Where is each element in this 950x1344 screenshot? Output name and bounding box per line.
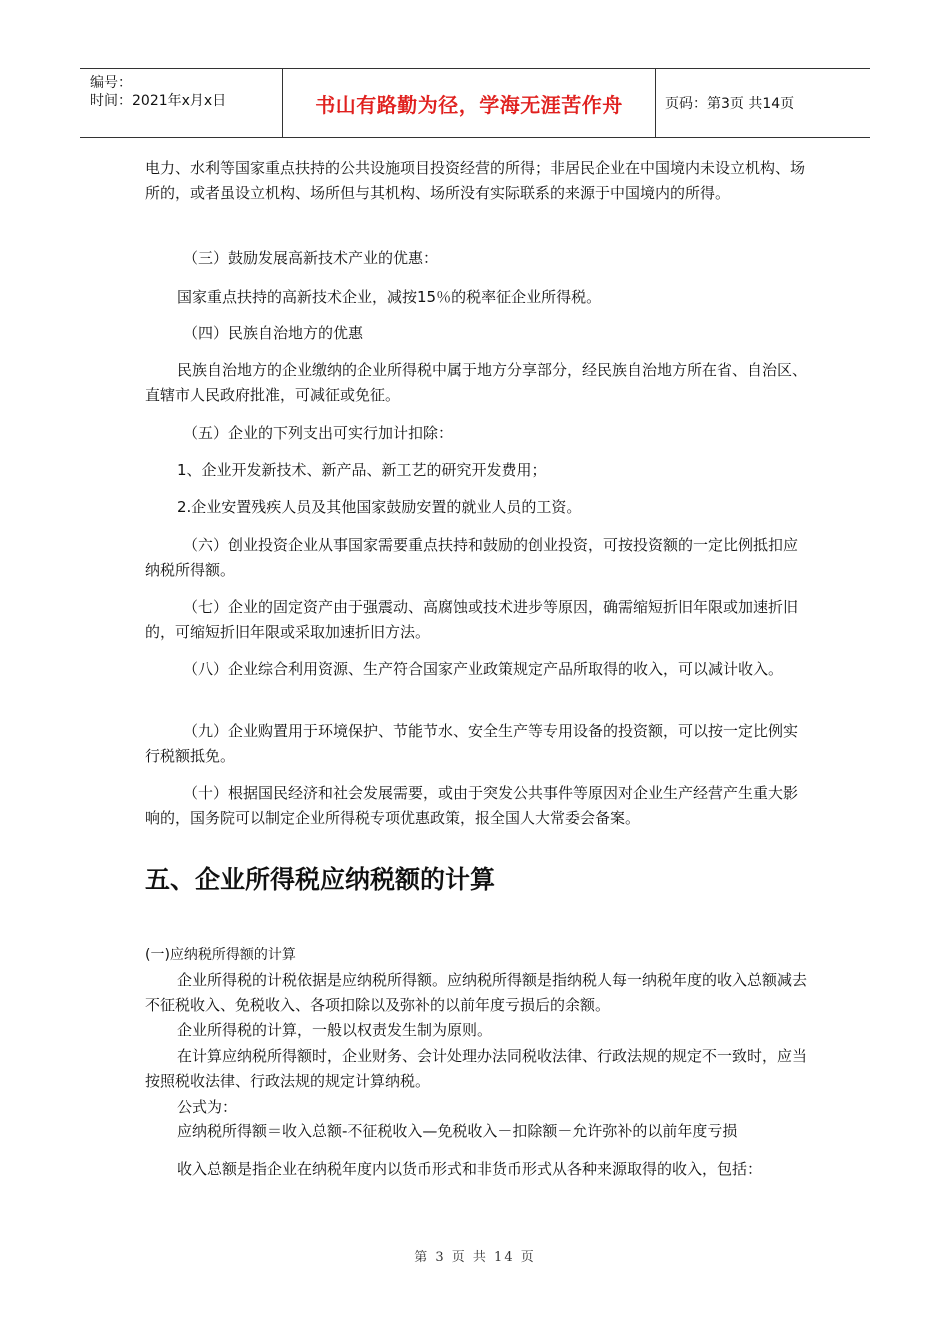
paragraph: （六）创业投资企业从事国家需要重点扶持和鼓励的创业投资，可按投资额的一定比例抵扣应纳税所得额。 <box>145 536 799 579</box>
paragraph: （八）企业综合利用资源、生产符合国家产业政策规定产品所取得的收入，可以减计收入。 <box>183 660 784 678</box>
number-label: 编号： <box>90 75 132 91</box>
header-motto-cell <box>283 69 656 137</box>
page-footer: 第 3 页 共 14 页 <box>414 1250 536 1265</box>
motto-text: 书山有路勤为径，学海无涯苦作舟 <box>315 92 623 117</box>
header-info-cell <box>80 69 283 137</box>
paragraph: （七）企业的固定资产由于强震动、高腐蚀或技术进步等原因，确需缩短折旧年限或加速折旧的，可缩短折旧年限或采取加速折旧方法。 <box>145 598 799 641</box>
paragraph-heading: （四）民族自治地方的优惠 <box>183 324 364 342</box>
paragraph: 企业所得税的计税依据是应纳税所得额。应纳税所得额是指纳税人每一纳税年度的收入总额减去不征税收入、免税收入、各项扣除以及弥补的以前年度亏损后的余额。 <box>145 971 808 1014</box>
paragraph: 企业所得税的计算，一般以权责发生制为原则。 <box>177 1021 493 1039</box>
paragraph: 在计算应纳税所得额时，企业财务、会计处理办法同税收法律、行政法规的规定不一致时，应当按照税收法律、行政法规的规定计算纳税。 <box>145 1047 808 1090</box>
paragraph: （九）企业购置用于环境保护、节能节水、安全生产等专用设备的投资额，可以按一定比例实行税额抵免。 <box>145 722 799 765</box>
page-header <box>80 68 870 138</box>
paragraph: 收入总额是指企业在纳税年度内以货币形式和非货币形式从各种来源取得的收入，包括： <box>177 1160 763 1178</box>
section-heading: 五、企业所得税应纳税额的计算 <box>145 865 496 894</box>
paragraph-heading: （三）鼓励发展高新技术产业的优惠： <box>183 249 439 267</box>
formula-label: 公式为： <box>177 1098 238 1116</box>
paragraph: （十）根据国民经济和社会发展需要，或由于突发公共事件等原因对企业生产经营产生重大影响的，国务院可以制定企业所得税专项优惠政策，报全国人大常委会备案。 <box>145 784 799 827</box>
paragraph: 民族自治地方的企业缴纳的企业所得税中属于地方分享部分，经民族自治地方所在省、自治区、直辖市人民政府批准，可减征或免征。 <box>145 361 808 404</box>
page-info: 页码：第3页 共14页 <box>665 96 795 112</box>
list-item: 1、企业开发新技术、新产品、新工艺的研究开发费用； <box>177 461 547 479</box>
formula: 应纳税所得额＝收入总额-不征税收入—免税收入－扣除额－允许弥补的以前年度亏损 <box>177 1122 738 1140</box>
subsection-title: (一)应纳税所得额的计算 <box>145 947 296 963</box>
paragraph-heading: （五）企业的下列支出可实行加计扣除： <box>183 424 454 442</box>
list-item: 2.企业安置残疾人员及其他国家鼓励安置的就业人员的工资。 <box>177 498 582 516</box>
time-label: 时间：2021年x月x日 <box>90 93 227 109</box>
paragraph: 国家重点扶持的高新技术企业，减按15％的税率征企业所得税。 <box>177 288 602 306</box>
paragraph: 电力、水利等国家重点扶持的公共设施项目投资经营的所得；非居民企业在中国境内未设立机构、场所的，或者虽设立机构、场所但与其机构、场所没有实际联系的来源于中国境内的所得。 <box>145 159 806 202</box>
